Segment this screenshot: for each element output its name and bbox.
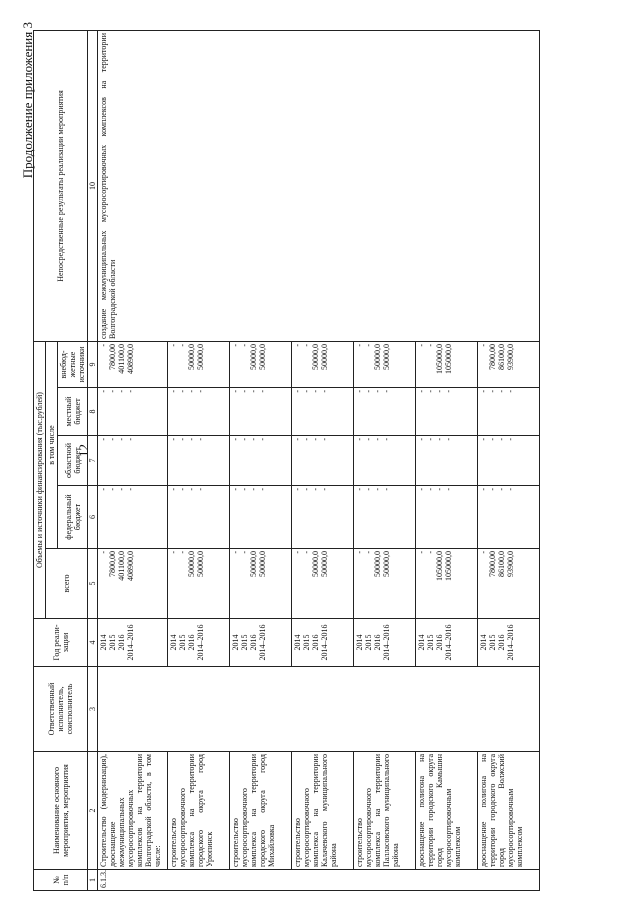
page-number: 12: [76, 444, 91, 457]
local-cell: - - - -: [354, 388, 416, 436]
local-cell: - - - -: [98, 388, 168, 436]
years-cell: 2014 2015 2016 2014–2016: [168, 619, 230, 667]
measure-name: строительство мусоросортировочного комплекса на территории городского округа город Михайловка: [230, 752, 292, 870]
regional-cell: - - - -: [168, 436, 230, 486]
measure-name: строительство мусоросортировочного комплекса на территории городского округа город Урюпинск: [168, 752, 230, 870]
header-no: № п/п: [34, 870, 88, 891]
col-number: 4: [88, 619, 98, 667]
measure-name: строительство мусоросортировочного комплекса на территории Палласовского муниципального района: [354, 752, 416, 870]
total-cell: - 7800,00 401100,0 408900,0: [98, 549, 168, 619]
federal-cell: - - - -: [416, 486, 478, 549]
header-year: Год реали-зации: [34, 619, 88, 667]
offbudget-cell: - - 105000,0 105000,0: [416, 342, 478, 388]
regional-cell: - - - -: [98, 436, 168, 486]
measure-name: строительство мусоросортировочного комплекса на территории Калачевского муниципального района: [292, 752, 354, 870]
table-row: [98, 31, 168, 891]
years-cell: 2014 2015 2016 2014–2016: [478, 619, 540, 667]
header-local: местный бюджет: [58, 388, 88, 436]
col-number: 9: [88, 342, 98, 388]
header-offbudget: внебюд-жетные источники: [58, 342, 88, 388]
header-incl: в том числе: [46, 342, 58, 549]
offbudget-cell: - 7800,00 86100,0 93900,0: [478, 342, 540, 388]
offbudget-cell: - - 50000,0 50000,0: [292, 342, 354, 388]
total-cell: - - 50000,0 50000,0: [292, 549, 354, 619]
offbudget-cell: - 7800,00 401100,0 408900,0: [98, 342, 168, 388]
local-cell: - - - -: [416, 388, 478, 436]
total-cell: - 7800,00 86100,0 93900,0: [478, 549, 540, 619]
total-cell: - - 50000,0 50000,0: [354, 549, 416, 619]
years-cell: 2014 2015 2016 2014–2016: [230, 619, 292, 667]
measure-name: дооснащение полигона на территории городского округа город Камышин мусоросортировочным комплексом: [416, 752, 478, 870]
regional-cell: - - - -: [416, 436, 478, 486]
total-cell: - - 105000,0 105000,0: [416, 549, 478, 619]
offbudget-cell: - - 50000,0 50000,0: [230, 342, 292, 388]
federal-cell: - - - -: [478, 486, 540, 549]
federal-cell: - - - -: [98, 486, 168, 549]
col-number: 2: [88, 752, 98, 870]
header-total: всего: [46, 549, 88, 619]
funding-table: [33, 30, 540, 891]
local-cell: - - - -: [478, 388, 540, 436]
header-name: Наименование основного мероприятия, мероприятия: [34, 752, 88, 870]
header-results: Непосредственные результаты реализации мероприятия: [34, 31, 88, 342]
col-number: 8: [88, 388, 98, 436]
col-number: 10: [88, 31, 98, 342]
local-cell: - - - -: [168, 388, 230, 436]
col-number: 1: [88, 870, 98, 891]
years-cell: 2014 2015 2016 2014–2016: [292, 619, 354, 667]
header-federal: федеральный бюджет: [58, 486, 88, 549]
col-number: 3: [88, 667, 98, 752]
federal-cell: - - - -: [354, 486, 416, 549]
federal-cell: - - - -: [292, 486, 354, 549]
result-cell: создание межмуниципальных мусоросортировочных комплексов на территории Волгоградской области: [98, 31, 540, 342]
local-cell: - - - -: [230, 388, 292, 436]
regional-cell: - - - -: [292, 436, 354, 486]
offbudget-cell: - - 50000,0 50000,0: [354, 342, 416, 388]
years-cell: 2014 2015 2016 2014–2016: [416, 619, 478, 667]
total-cell: - - 50000,0 50000,0: [230, 549, 292, 619]
offbudget-cell: - - 50000,0 50000,0: [168, 342, 230, 388]
header-executor: Ответственный исполнитель, соисполнитель: [34, 667, 88, 752]
total-cell: - - 50000,0 50000,0: [168, 549, 230, 619]
col-number: 6: [88, 486, 98, 549]
regional-cell: - - - -: [478, 436, 540, 486]
regional-cell: - - - -: [230, 436, 292, 486]
measure-name: Строительство (модернизация), дооснащение межмуниципальных мусоросортировочных комплексов на территории Волгоградской области, в том числе:: [98, 752, 168, 870]
years-cell: 2014 2015 2016 2014–2016: [354, 619, 416, 667]
regional-cell: - - - -: [354, 436, 416, 486]
column-number-row: [88, 31, 98, 891]
header-regional: областной бюджет: [58, 436, 88, 486]
executor-cell: [98, 667, 540, 752]
federal-cell: - - - -: [168, 486, 230, 549]
federal-cell: - - - -: [230, 486, 292, 549]
appendix-caption: Продолжение приложения 3: [20, 22, 35, 179]
row-number: 6.1.3.: [98, 870, 540, 891]
col-number: 5: [88, 549, 98, 619]
col-number: 7: [88, 436, 98, 486]
years-cell: 2014 2015 2016 2014–2016: [98, 619, 168, 667]
local-cell: - - - -: [292, 388, 354, 436]
header-funding: Объемы и источники финансирования (тыс.рублей): [34, 342, 46, 619]
measure-name: дооснащение полигона на территории городского округа город Волжский мусоросортировочным комплексом: [478, 752, 540, 870]
